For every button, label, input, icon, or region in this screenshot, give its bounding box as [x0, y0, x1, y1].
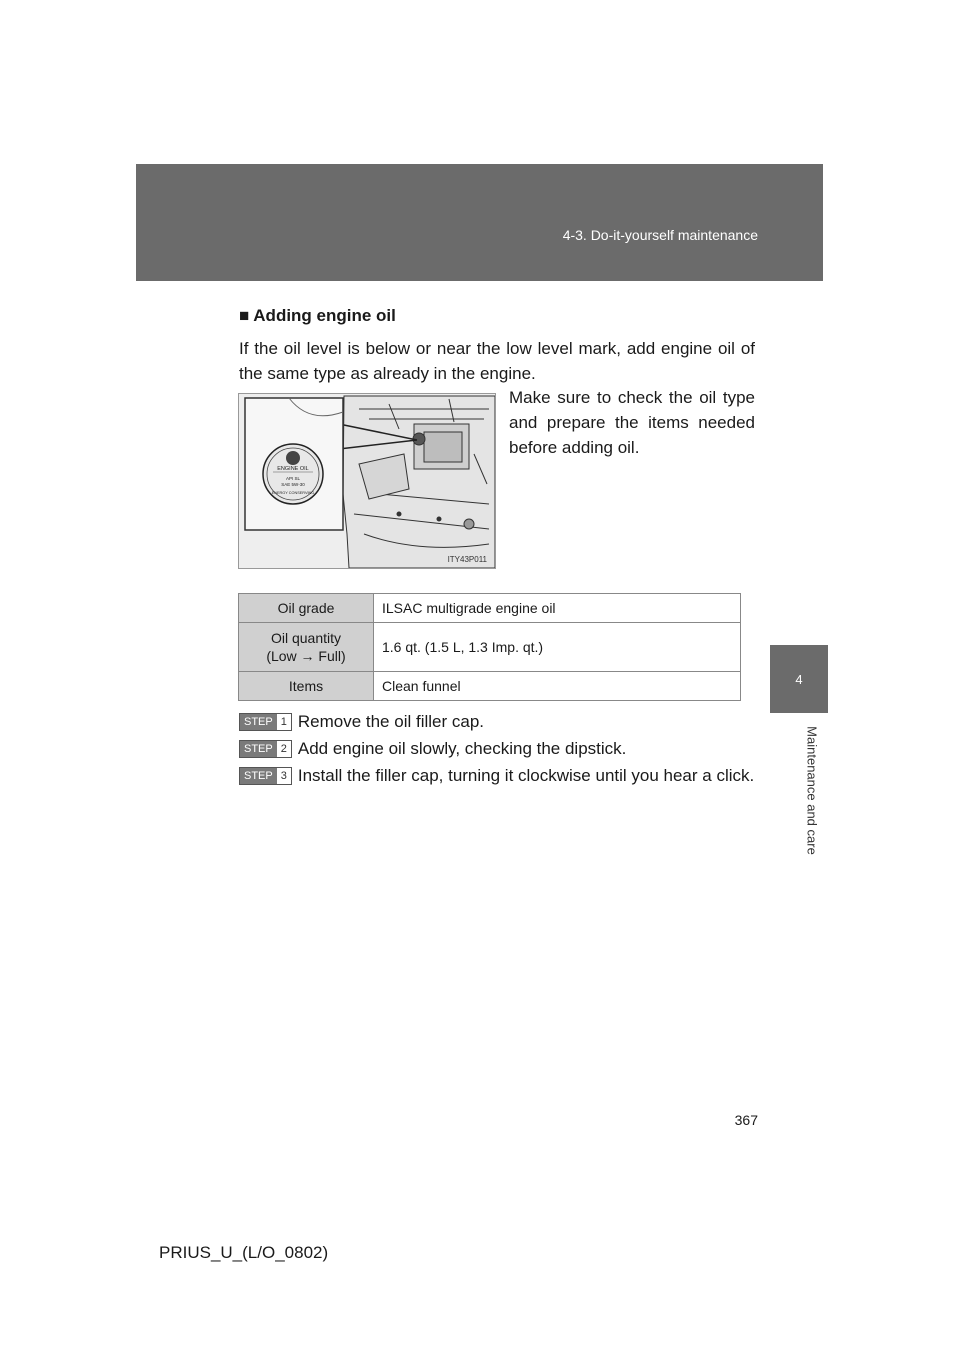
step-label: STEP — [240, 741, 277, 757]
chapter-tab-number: 4 — [770, 645, 828, 713]
spec-value: ILSAC multigrade engine oil — [374, 594, 741, 623]
cap-text-api: API SL — [285, 476, 301, 481]
chapter-tab — [770, 713, 828, 873]
spec-key-line2: (Low → Full) — [266, 648, 346, 664]
header-band — [136, 164, 823, 281]
step-1 — [239, 712, 484, 732]
spec-key: Oil grade — [239, 594, 374, 623]
step-label: STEP — [240, 768, 277, 784]
step-number: 1 — [277, 714, 291, 730]
engine-oil-figure — [238, 393, 496, 569]
engine-bay-illustration — [239, 394, 495, 568]
spec-key — [239, 623, 374, 672]
step-badge — [239, 767, 292, 785]
step-text: Remove the oil filler cap. — [297, 712, 484, 731]
table-row — [239, 594, 741, 623]
spec-key: Items — [239, 672, 374, 701]
figure-note: Make sure to check the oil type and prepare the items needed before adding oil. — [509, 388, 755, 457]
step-text: Add engine oil slowly, checking the dipstick. — [297, 739, 627, 758]
chapter-tab-label: Maintenance and care — [804, 726, 820, 855]
section-title: 4-3. Do-it-yourself maintenance — [562, 227, 758, 243]
page-number: 367 — [734, 1112, 758, 1128]
step-text: Install the filler cap, turning it clockwise until you hear a click. — [297, 766, 755, 785]
step-2 — [239, 739, 626, 759]
heading-marker: ■ — [239, 306, 250, 325]
spec-value: Clean funnel — [374, 672, 741, 701]
section-heading — [239, 306, 396, 326]
step-badge — [239, 713, 292, 731]
intro-paragraph: If the oil level is below or near the low level mark, add engine oil of the same type as already in the engine. — [239, 339, 755, 383]
step-3 — [239, 766, 754, 786]
step-label: STEP — [240, 714, 277, 730]
cap-text-energy: ENERGY CONSERVING — [271, 491, 315, 495]
spec-key-line1: Oil quantity — [270, 630, 342, 646]
step-number: 3 — [277, 768, 291, 784]
heading-text: Adding engine oil — [253, 306, 396, 325]
oil-spec-table — [238, 593, 741, 701]
step-badge — [239, 740, 292, 758]
spec-value: 1.6 qt. (1.5 L, 1.3 Imp. qt.) — [374, 623, 741, 672]
cap-text-sae: SAE 5W-30 — [281, 482, 305, 487]
table-row — [239, 623, 741, 672]
figure-code: ITY43P011 — [447, 555, 487, 564]
step-number: 2 — [277, 741, 291, 757]
table-row — [239, 672, 741, 701]
document-code: PRIUS_U_(L/O_0802) — [159, 1243, 329, 1262]
cap-text-engine-oil: ENGINE OIL — [277, 466, 309, 472]
